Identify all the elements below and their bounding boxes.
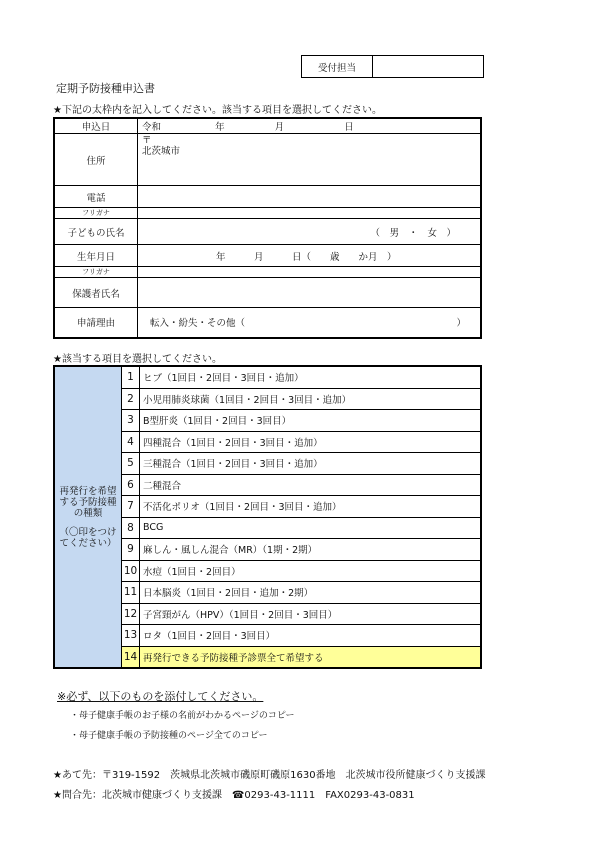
- document-title: 定期予防接種申込書: [56, 82, 155, 95]
- postal-mark: 〒: [142, 135, 152, 146]
- vaccine-number: 9: [122, 539, 140, 561]
- row-date: [54, 118, 481, 134]
- footer-address: ★あて先：〒319-1592 茨城県北茨城市磯原町磯原1630番地 北茨城市役所健康づくり支援課: [53, 770, 486, 781]
- vaccine-name[interactable]: 子宮頸がん（HPV）（1回目・2回目・3回目）: [140, 603, 482, 625]
- child-name-field[interactable]: [138, 219, 482, 245]
- reception-box: [301, 55, 484, 78]
- vaccine-name[interactable]: ヒブ（1回目・2回目・3回目・追加）: [140, 366, 482, 388]
- address-label: 住所: [54, 134, 138, 186]
- vaccine-name[interactable]: 小児用肺炎球菌（1回目・2回目・3回目・追加）: [140, 388, 482, 410]
- vaccine-number: 8: [122, 517, 140, 539]
- child-name-label: 子どもの氏名: [54, 219, 138, 245]
- vaccine-number: 13: [122, 625, 140, 647]
- instruction-1: ★下記の太枠内を記入してください。該当する項目を選択してください。: [53, 105, 382, 116]
- birthdate-label: 生年月日: [54, 245, 138, 267]
- instruction-2: ★該当する項目を選択してください。: [53, 354, 222, 365]
- side-label-line: 再発行を希望: [59, 485, 117, 497]
- vaccine-number: 1: [122, 366, 140, 388]
- date-day: 日: [344, 122, 354, 133]
- vaccine-name[interactable]: 三種混合（1回目・2回目・3回目・追加）: [140, 453, 482, 475]
- vaccine-number: 7: [122, 496, 140, 518]
- attachment-item: ・母子健康手帳の予防接種のページ全てのコピー: [70, 731, 268, 741]
- row-reason: [54, 308, 481, 338]
- vaccine-number: 4: [122, 431, 140, 453]
- address-field[interactable]: [138, 134, 482, 186]
- reception-label: 受付担当: [302, 56, 373, 77]
- guardian-furigana-field[interactable]: [138, 267, 482, 278]
- attachment-note: ※必ず、以下のものを添付してください。: [57, 690, 264, 703]
- side-label-line: する予防接種: [59, 496, 117, 508]
- vaccine-name[interactable]: 日本脳炎（1回目・2回目・追加・2期）: [140, 582, 482, 604]
- side-label-line: （〇印をつけ: [59, 526, 117, 538]
- vaccine-name[interactable]: 四種混合（1回目・2回目・3回目・追加）: [140, 431, 482, 453]
- date-label: 申込日: [54, 118, 138, 134]
- attachment-item: ・母子健康手帳のお子様の名前がわかるページのコピー: [70, 711, 295, 721]
- vaccine-row[interactable]: [54, 366, 481, 388]
- vaccine-number: 5: [122, 453, 140, 475]
- vaccine-name[interactable]: 水痘（1回目・2回目）: [140, 560, 482, 582]
- vaccine-number: 10: [122, 560, 140, 582]
- address-city: 北茨城市: [142, 146, 181, 157]
- vaccine-name[interactable]: 再発行できる予防接種予診票全て希望する: [140, 646, 482, 668]
- row-birthdate: [54, 245, 481, 267]
- reception-field[interactable]: [373, 56, 483, 77]
- guardian-name-field[interactable]: [138, 278, 482, 308]
- child-furigana-field[interactable]: [138, 208, 482, 219]
- date-field[interactable]: [138, 118, 482, 134]
- application-form: [53, 117, 482, 339]
- vaccine-name[interactable]: ロタ（1回目・2回目・3回目）: [140, 625, 482, 647]
- vaccine-number: 3: [122, 410, 140, 432]
- guardian-name-label: 保護者氏名: [54, 278, 138, 308]
- vaccine-number: 12: [122, 603, 140, 625]
- date-year: 年: [215, 122, 225, 133]
- date-era: 令和: [142, 122, 162, 133]
- vaccine-name[interactable]: 麻しん・風しん混合（MR）（1期・2期）: [140, 539, 482, 561]
- reason-label: 申請理由: [54, 308, 138, 338]
- guardian-furigana-label: フリガナ: [54, 267, 138, 278]
- vaccine-name[interactable]: BCG: [140, 517, 482, 539]
- vaccine-number: 2: [122, 388, 140, 410]
- vaccine-number: 14: [122, 646, 140, 668]
- row-address: [54, 134, 481, 186]
- birthdate-field[interactable]: [138, 245, 482, 267]
- phone-field[interactable]: [138, 186, 482, 208]
- sex-choice[interactable]: （ 男 ・ 女 ）: [370, 227, 456, 239]
- row-guardian-furigana: [54, 267, 481, 278]
- row-child-name: [54, 219, 481, 245]
- row-guardian-name: [54, 278, 481, 308]
- vaccine-side-label: [54, 366, 122, 668]
- footer-contact: ★問合先：北茨城市健康づくり支援課 ☎0293-43-1111 FAX0293-43-0831: [53, 790, 415, 801]
- phone-label: 電話: [54, 186, 138, 208]
- reason-options[interactable]: 転入・紛失・その他（: [150, 318, 246, 330]
- child-furigana-label: フリガナ: [54, 208, 138, 219]
- vaccine-number: 6: [122, 474, 140, 496]
- vaccine-number: 11: [122, 582, 140, 604]
- birthdate-format: 年 月 日（ 歳 か月 ）: [216, 251, 397, 263]
- vaccine-name[interactable]: 二種混合: [140, 474, 482, 496]
- row-child-furigana: [54, 208, 481, 219]
- side-label-line: てください）: [59, 537, 117, 549]
- side-label-line: の種類: [73, 507, 103, 519]
- reason-field[interactable]: [138, 308, 482, 338]
- vaccine-name[interactable]: B型肝炎（1回目・2回目・3回目）: [140, 410, 482, 432]
- vaccine-table: [53, 365, 482, 669]
- reason-close: ）: [456, 318, 466, 330]
- vaccine-name[interactable]: 不活化ポリオ（1回目・2回目・3回目・追加）: [140, 496, 482, 518]
- row-phone: [54, 186, 481, 208]
- date-month: 月: [274, 122, 285, 133]
